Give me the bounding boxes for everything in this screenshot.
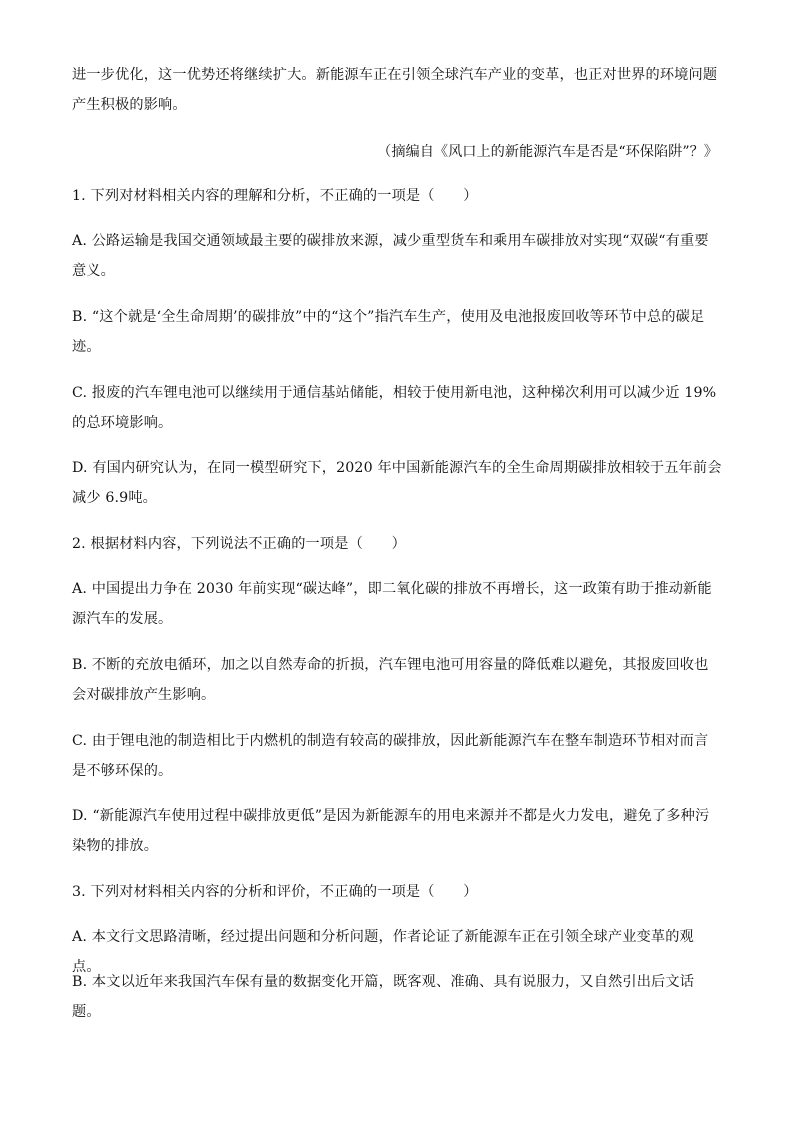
question-1-option-b: B. “这个就是‘全生命周期’的碳排放”中的“这个”指汽车生产，使用及电池报废回收等环节中总的碳足迹。 [72, 309, 705, 355]
question-3-option-b: B. 本文以近年来我国汽车保有量的数据变化开篇，既客观、准确、具有说服力，又自然引出后文话题。 [72, 974, 695, 1020]
question-3-option-a: A. 本文行文思路清晰，经过提出问题和分析问题，作者论证了新能源车正在引领全球产业变革的观点。 [72, 929, 694, 975]
question-1-stem: 1. 下列对材料相关内容的理解和分析，不正确的一项是（ ） [72, 188, 478, 204]
question-1-option-d: D. 有国内研究认为，在同一模型研究下，2020 年中国新能源汽车的全生命周期碳排放相较于五年前会减少 6.9吨。 [72, 460, 722, 506]
question-1-option-c: C. 报废的汽车锂电池可以继续用于通信基站储能，相较于使用新电池，这种梯次利用可以减少近 19%的总环境影响。 [72, 385, 717, 431]
question-2-option-d: D. “新能源汽车使用过程中碳排放更低”是因为新能源车的用电来源并不都是火力发电，避免了多种污染物的排放。 [72, 808, 710, 854]
question-2-stem: 2. 根据材料内容，下列说法不正确的一项是（ ） [72, 536, 406, 552]
question-3-stem: 3. 下列对材料相关内容的分析和评价，不正确的一项是（ ） [72, 884, 478, 900]
question-2-option-a: A. 中国提出力争在 2030 年前实现“碳达峰”，即二氧化碳的排放不再增长，这一政策有助于推动新能源汽车的发展。 [72, 581, 712, 627]
question-2-option-b: B. 不断的充放电循环，加之以自然寿命的折损，汽车锂电池可用容量的降低难以避免，其报废回收也会对碳排放产生影响。 [72, 657, 709, 703]
question-2-option-c: C. 由于锂电池的制造相比于内燃机的制造有较高的碳排放，因此新能源汽车在整车制造环节相对而言是不够环保的。 [72, 733, 709, 779]
question-1-option-a: A. 公路运输是我国交通领域最主要的碳排放来源，减少重型货车和乘用车碳排放对实现“双碳“有重要意义。 [72, 233, 709, 279]
intro-paragraph: 进一步优化，这一优势还将继续扩大。新能源车正在引领全球汽车产业的变革，也正对世界的环境问题产生积极的影响。 [72, 67, 718, 113]
source-note: （摘编自《风口上的新能源汽车是否是“环保陷阱”？》 [377, 144, 718, 160]
